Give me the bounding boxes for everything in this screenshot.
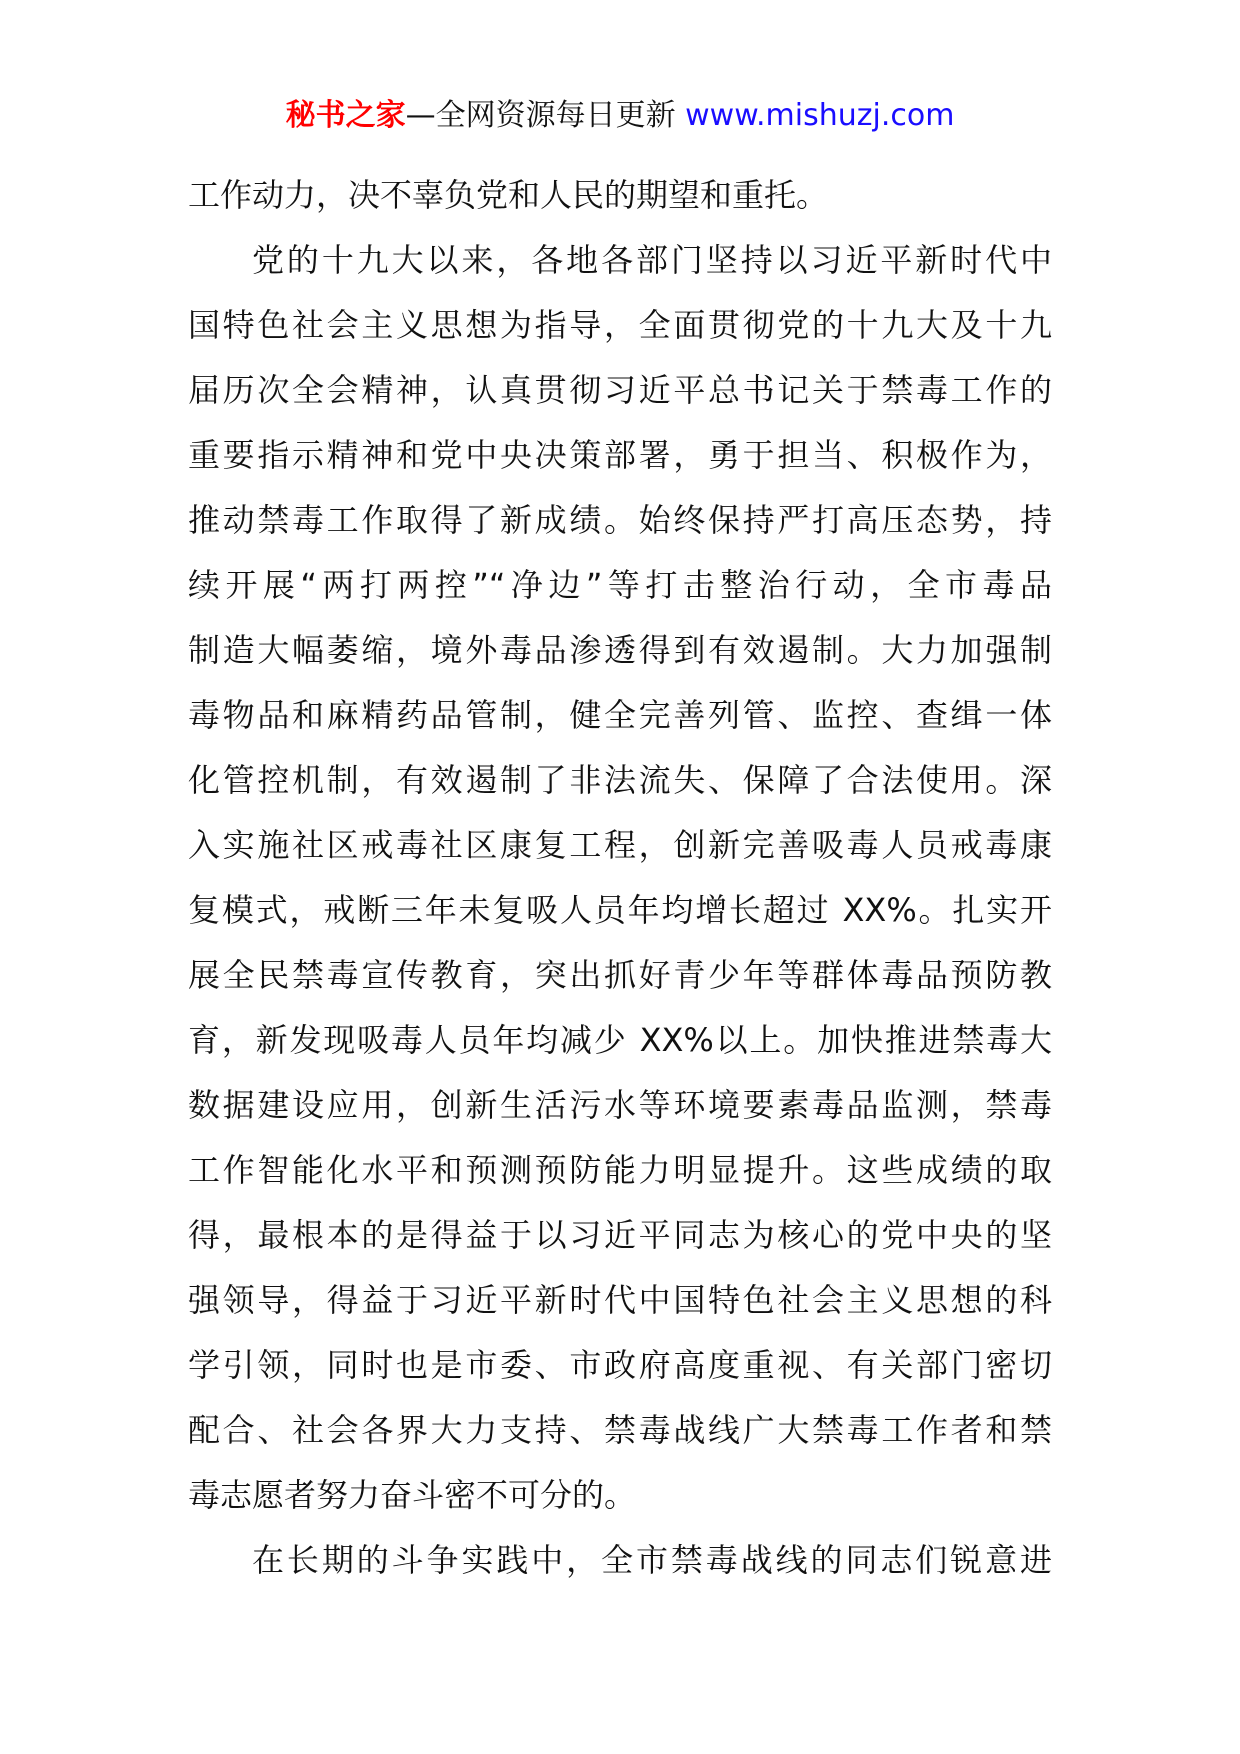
text-line: 得，最根本的是得益于以习近平同志为核心的党中央的坚	[188, 1216, 1052, 1254]
text-line: 展全民禁毒宣传教育，突出抓好青少年等群体毒品预防教	[188, 956, 1052, 994]
text-line: 制造大幅萎缩，境外毒品渗透得到有效遏制。大力加强制	[188, 631, 1052, 669]
text-line: 入实施社区戒毒社区康复工程，创新完善吸毒人员戒毒康	[188, 826, 1052, 864]
site-url-link[interactable]: www.mishuzj.com	[685, 98, 955, 133]
text-line: 重要指示精神和党中央决策部署，勇于担当、积极作为，	[188, 436, 1052, 474]
site-header	[0, 96, 1240, 136]
site-tagline: —全网资源每日更新	[405, 98, 676, 133]
document-body	[188, 163, 1052, 1593]
text-line: 强领导，得益于习近平新时代中国特色社会主义思想的科	[188, 1281, 1052, 1319]
text-line: 国特色社会主义思想为指导，全面贯彻党的十九大及十九	[188, 306, 1052, 344]
text-line: 复模式，戒断三年未复吸人员年均增长超过 XX%。扎实开	[188, 891, 1052, 929]
text-line: 工作智能化水平和预测预防能力明显提升。这些成绩的取	[188, 1151, 1052, 1189]
text-line: 续开展“两打两控”“净边”等打击整治行动，全市毒品	[188, 566, 1052, 604]
text-line: 推动禁毒工作取得了新成绩。始终保持严打高压态势，持	[188, 501, 1052, 539]
text-line: 化管控机制，有效遏制了非法流失、保障了合法使用。深	[188, 761, 1052, 799]
text-line: 配合、社会各界大力支持、禁毒战线广大禁毒工作者和禁	[188, 1411, 1052, 1449]
text-line: 育，新发现吸毒人员年均减少 XX%以上。加快推进禁毒大	[188, 1021, 1052, 1059]
text-line: 届历次全会精神，认真贯彻习近平总书记关于禁毒工作的	[188, 371, 1052, 409]
text-line: 党的十九大以来，各地各部门坚持以习近平新时代中	[252, 241, 1052, 279]
text-line: 毒志愿者努力奋斗密不可分的。	[188, 1476, 637, 1514]
text-line: 数据建设应用，创新生活污水等环境要素毒品监测，禁毒	[188, 1086, 1052, 1124]
text-line: 毒物品和麻精药品管制，健全完善列管、监控、查缉一体	[188, 696, 1052, 734]
text-line: 在长期的斗争实践中，全市禁毒战线的同志们锐意进	[252, 1541, 1052, 1579]
text-line: 工作动力，决不辜负党和人民的期望和重托。	[188, 176, 829, 214]
site-brand: 秘书之家	[285, 98, 406, 133]
text-line: 学引领，同时也是市委、市政府高度重视、有关部门密切	[188, 1346, 1052, 1384]
